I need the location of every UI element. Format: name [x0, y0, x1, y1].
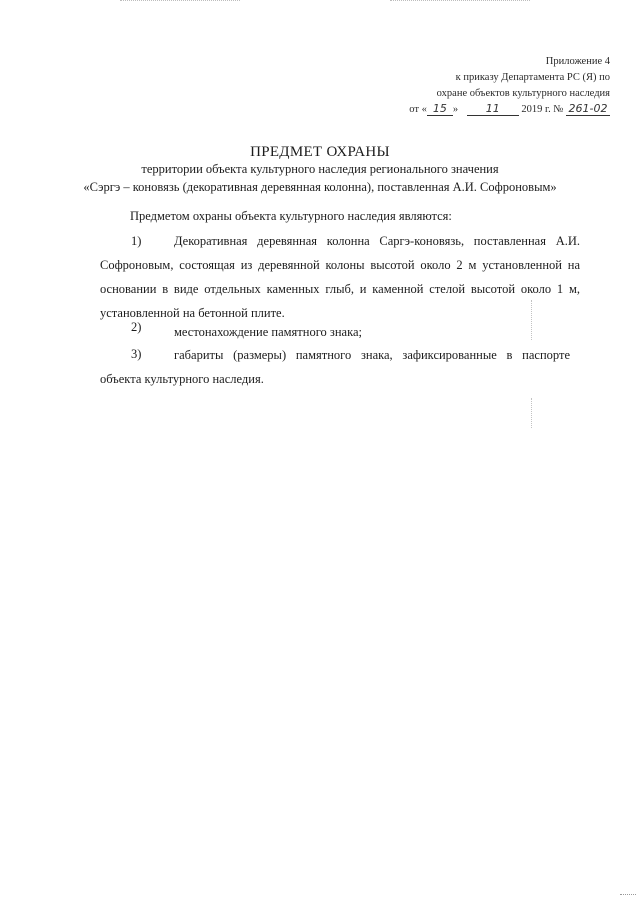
order-date-line — [409, 102, 610, 118]
item-number: 2) — [131, 320, 142, 334]
list-item: габариты (размеры) памятного знака, зафиксированные в паспорте объекта культурного наследия. — [100, 348, 570, 386]
subtitle-line: территории объекта культурного наследия регионального значения — [141, 162, 499, 176]
appendix-line: охране объектов культурного наследия — [436, 88, 610, 99]
scan-artifact — [120, 0, 240, 4]
order-day: 15 — [427, 102, 453, 116]
appendix-line: к приказу Департамента РС (Я) по — [455, 72, 610, 83]
document-subtitle — [0, 160, 640, 196]
date-prefix: от « — [409, 104, 427, 115]
order-year: 2019 г. № — [521, 104, 564, 115]
item-number: 3) — [131, 347, 142, 361]
date-mid: » — [452, 104, 459, 115]
subtitle-line: «Сэргэ – коновязь (декоративная деревянная колонна), поставленная А.И. Софроновым» — [83, 180, 557, 194]
item-number: 1) — [131, 234, 142, 248]
order-number: 261-02 — [566, 102, 610, 116]
scan-artifact — [390, 0, 530, 4]
scan-artifact — [531, 300, 532, 340]
appendix-line: Приложение 4 — [545, 56, 610, 67]
intro-text: Предметом охраны объекта культурного наследия являются: — [130, 209, 452, 223]
list-item: Декоративная деревянная колонна Саргэ-коновязь, поставленная А.И. Софроновым, состоящая из деревянной колоны высотой около 2 м установленной на основании в виде отдельных каменных глыб, и каменной стелой высотой около 1 м, установленной на бетонной плите. — [100, 234, 580, 320]
scan-artifact — [620, 894, 636, 895]
list-item: местонахождение памятного знака; — [174, 325, 362, 339]
order-month: 11 — [467, 102, 519, 116]
appendix-header — [409, 54, 610, 118]
scan-artifact — [531, 398, 532, 428]
document-title: ПРЕДМЕТ ОХРАНЫ — [250, 144, 390, 160]
